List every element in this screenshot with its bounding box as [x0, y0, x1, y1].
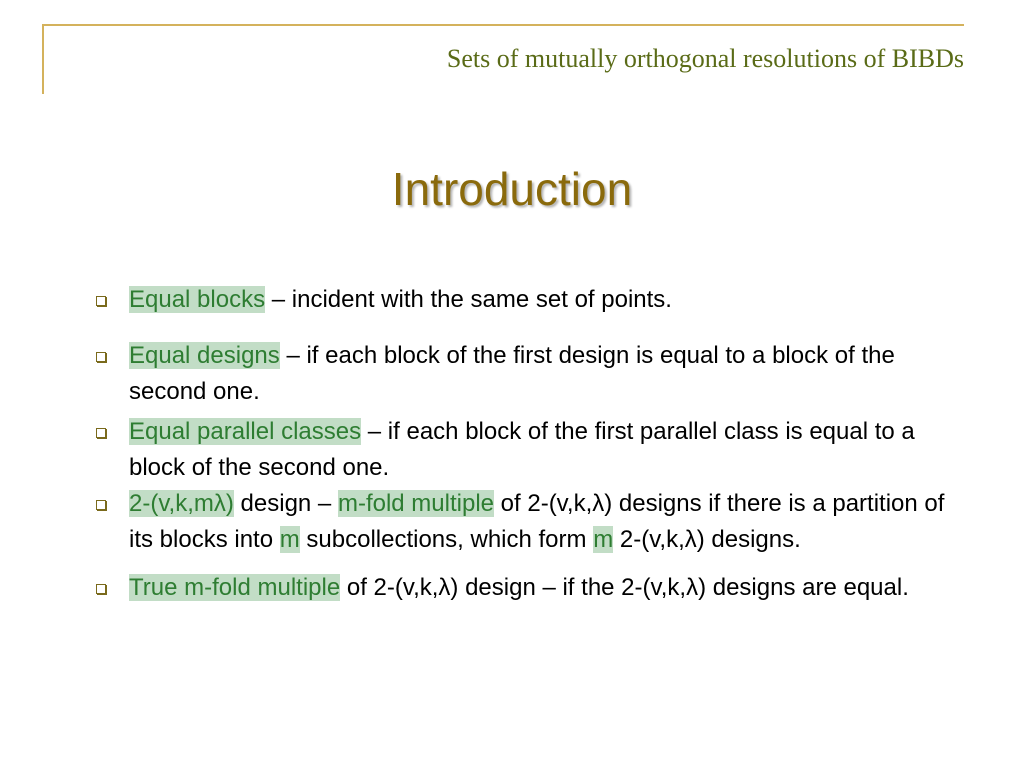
- bullet-text: – if each block of the first design is equal to a block of the second one.: [129, 342, 895, 405]
- term-highlight: m: [593, 526, 614, 553]
- bullet-text: of 2-(v,k,λ) designs if there is a partition of its blocks into: [129, 490, 945, 553]
- bullet-text: design –: [233, 490, 338, 517]
- term-highlight: m: [279, 526, 300, 553]
- bullet-item: [92, 338, 962, 410]
- term-highlight: Equal blocks: [129, 286, 266, 313]
- bullet-list: [92, 282, 962, 606]
- term-highlight: True m-fold multiple: [129, 574, 341, 601]
- bullet-text: – incident with the same set of points.: [265, 286, 672, 313]
- bullet-text: subcollections, which form: [299, 526, 594, 553]
- header-title: Sets of mutually orthogonal resolutions of BIBDs: [446, 44, 964, 73]
- frame-top-rule: [42, 24, 964, 26]
- term-highlight: m-fold multiple: [337, 490, 494, 517]
- square-bullet-icon: [96, 500, 106, 510]
- bullet-text: of 2-(v,k,λ) design – if the 2-(v,k,λ) designs are equal.: [340, 574, 909, 601]
- square-bullet-icon: [96, 584, 106, 594]
- bullet-item: [92, 282, 962, 318]
- bullet-item: [92, 414, 962, 486]
- term-highlight: 2-(v,k,mλ): [129, 490, 234, 517]
- square-bullet-icon: [96, 352, 106, 362]
- bullet-text: – if each block of the first parallel class is equal to a block of the second one.: [129, 418, 915, 481]
- bullet-item: [92, 486, 962, 558]
- square-bullet-icon: [96, 296, 106, 306]
- bullet-text: 2-(v,k,λ) designs.: [613, 526, 801, 553]
- slide-title: Introduction: [391, 163, 633, 215]
- frame-left-rule: [42, 24, 44, 94]
- term-highlight: Equal parallel classes: [129, 418, 362, 445]
- square-bullet-icon: [96, 428, 106, 438]
- bullet-item: [92, 570, 962, 606]
- term-highlight: Equal designs: [129, 342, 280, 369]
